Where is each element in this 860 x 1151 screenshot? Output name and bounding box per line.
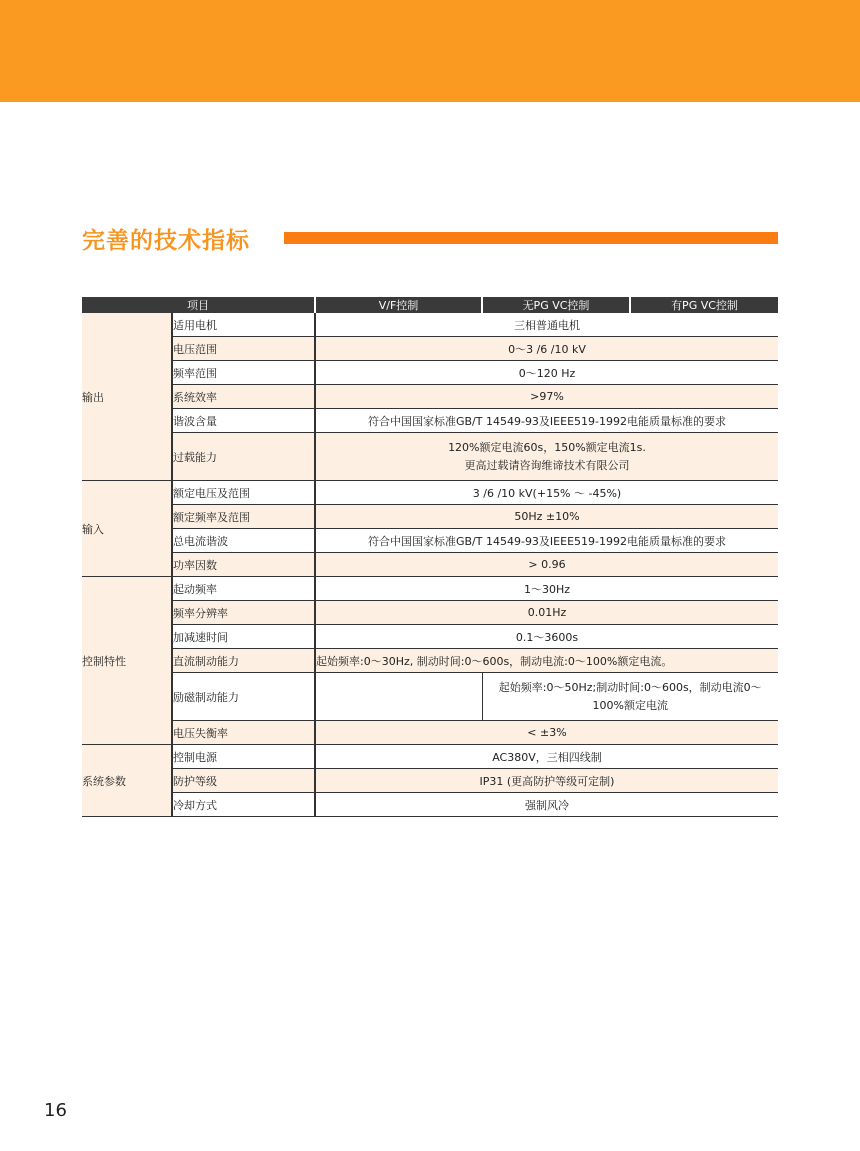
- table-row: [82, 529, 778, 553]
- table-row: [82, 625, 778, 649]
- row-label: 适用电机: [172, 313, 315, 337]
- title-accent-bar: [284, 232, 778, 244]
- row-value: [482, 673, 778, 721]
- row-value: [315, 433, 778, 481]
- table-row: [82, 721, 778, 745]
- row-value: 符合中国国家标准GB/T 14549-93及IEEE519-1992电能质量标准的要求: [315, 409, 778, 433]
- row-value: 50Hz ±10%: [315, 505, 778, 529]
- row-value: >97%: [315, 385, 778, 409]
- header-pg-vc-control: 有PG VC控制: [630, 297, 778, 313]
- table-row: [82, 745, 778, 769]
- table-row: [82, 505, 778, 529]
- table-row: [82, 385, 778, 409]
- row-value-empty: [315, 673, 482, 721]
- table-row: [82, 481, 778, 505]
- row-label: 防护等级: [172, 769, 315, 793]
- table-row: [82, 601, 778, 625]
- row-value-line: 100%额定电流: [592, 698, 668, 712]
- row-value: AC380V，三相四线制: [315, 745, 778, 769]
- header-vf-control: V/F控制: [315, 297, 482, 313]
- row-label: 功率因数: [172, 553, 315, 577]
- row-value: 0～120 Hz: [315, 361, 778, 385]
- row-label: 额定频率及范围: [172, 505, 315, 529]
- table-row: [82, 337, 778, 361]
- table-row: [82, 673, 778, 721]
- table-row: [82, 577, 778, 601]
- row-label: 过载能力: [172, 433, 315, 481]
- row-label: 系统效率: [172, 385, 315, 409]
- table-row: [82, 649, 778, 673]
- row-label: 频率范围: [172, 361, 315, 385]
- row-label: 直流制动能力: [172, 649, 315, 673]
- row-label: 谐波含量: [172, 409, 315, 433]
- spec-table: [82, 297, 778, 817]
- header-no-pg-vc-control: 无PG VC控制: [482, 297, 630, 313]
- header-band: [0, 0, 860, 102]
- header-item: 项目: [82, 297, 315, 313]
- category-input: 输入: [82, 481, 172, 577]
- table-row: [82, 433, 778, 481]
- table-header-row: [82, 297, 778, 313]
- category-output: 输出: [82, 313, 172, 481]
- row-value-line: 120%额定电流60s，150%额定电流1s.: [448, 440, 646, 454]
- row-value: 0.01Hz: [315, 601, 778, 625]
- row-label: 励磁制动能力: [172, 673, 315, 721]
- row-value: 3 /6 /10 kV(+15% ～ -45%): [315, 481, 778, 505]
- section-title: 完善的技术指标: [82, 228, 250, 254]
- table-row: [82, 313, 778, 337]
- row-value: 0～3 /6 /10 kV: [315, 337, 778, 361]
- table-row: [82, 793, 778, 817]
- row-value: IP31 (更高防护等级可定制): [315, 769, 778, 793]
- row-label: 电压范围: [172, 337, 315, 361]
- table-row: [82, 769, 778, 793]
- row-label: 起动频率: [172, 577, 315, 601]
- row-label: 电压失衡率: [172, 721, 315, 745]
- category-control: 控制特性: [82, 577, 172, 745]
- category-system: 系统参数: [82, 745, 172, 817]
- row-value: 强制风冷: [315, 793, 778, 817]
- row-label: 额定电压及范围: [172, 481, 315, 505]
- row-label: 频率分辨率: [172, 601, 315, 625]
- row-label: 冷却方式: [172, 793, 315, 817]
- row-value: 符合中国国家标准GB/T 14549-93及IEEE519-1992电能质量标准的要求: [315, 529, 778, 553]
- row-label: 总电流谐波: [172, 529, 315, 553]
- table-row: [82, 553, 778, 577]
- row-label: 控制电源: [172, 745, 315, 769]
- row-value-line: 起始频率:0～50Hz;制动时间:0～600s，制动电流0～: [498, 680, 762, 694]
- table-row: [82, 361, 778, 385]
- row-value: 三相普通电机: [315, 313, 778, 337]
- row-value: > 0.96: [315, 553, 778, 577]
- page-number: 16: [44, 1100, 67, 1121]
- row-value: 1～30Hz: [315, 577, 778, 601]
- row-value: 0.1～3600s: [315, 625, 778, 649]
- table-row: [82, 409, 778, 433]
- row-value: 起始频率:0～30Hz, 制动时间:0～600s，制动电流:0～100%额定电流。: [315, 649, 778, 673]
- row-label: 加减速时间: [172, 625, 315, 649]
- row-value: < ±3%: [315, 721, 778, 745]
- row-value-line: 更高过载请咨询维谛技术有限公司: [464, 458, 630, 472]
